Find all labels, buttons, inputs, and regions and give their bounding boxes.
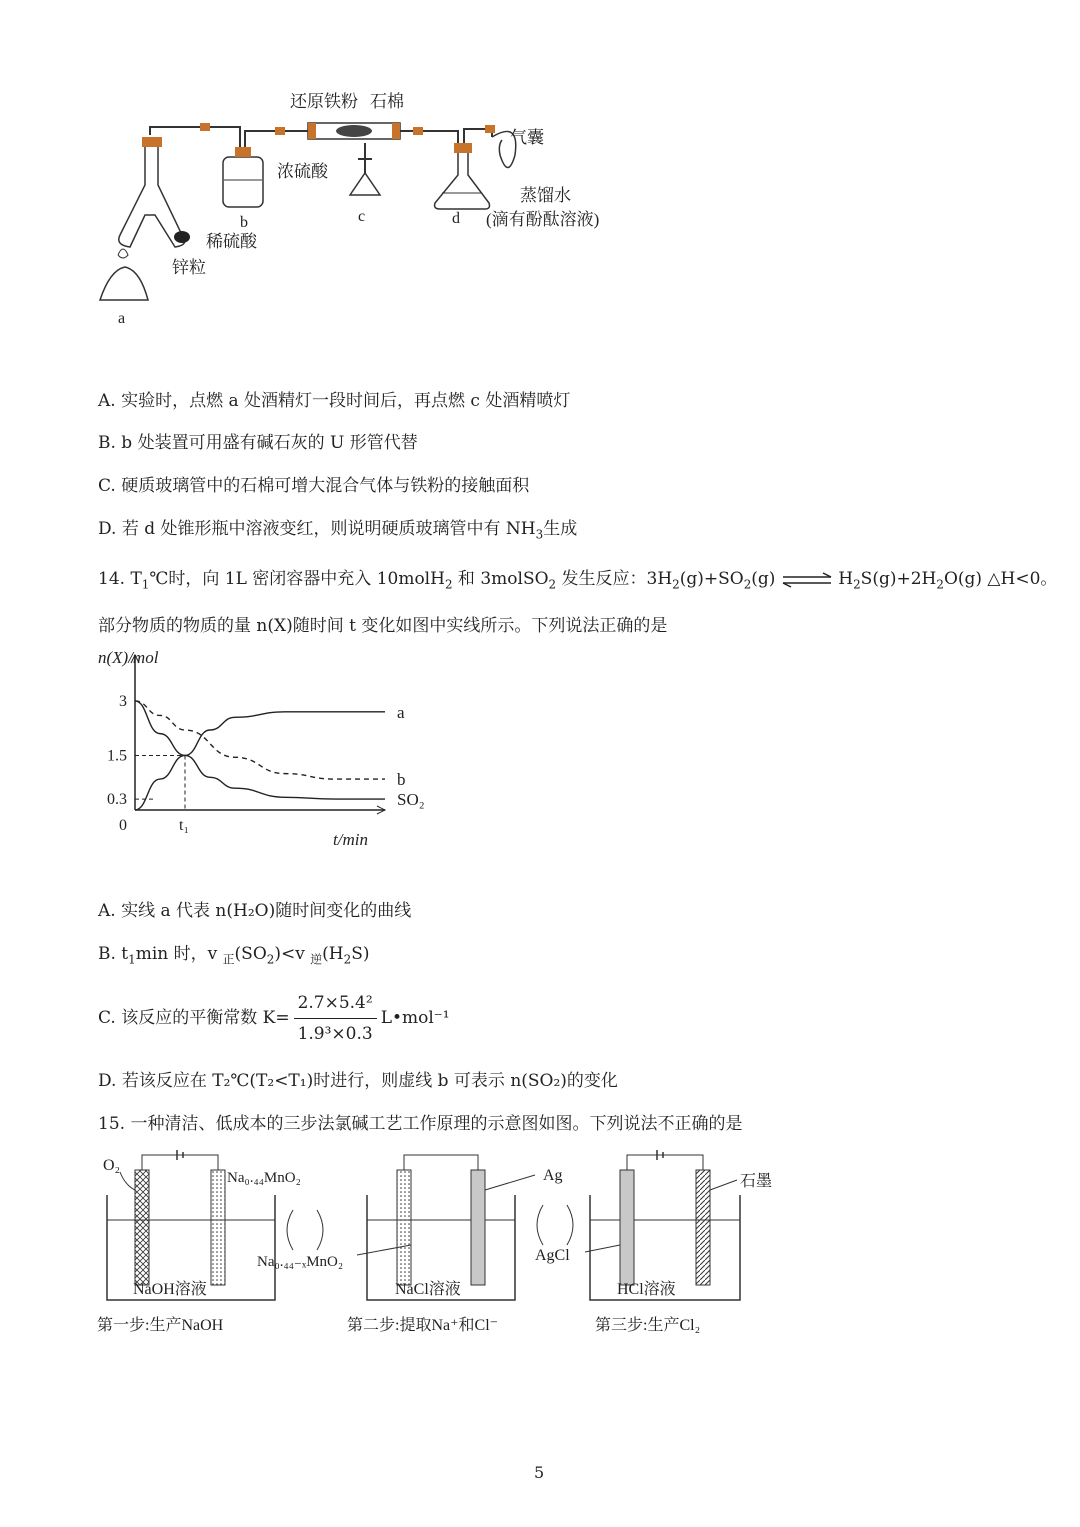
o2-label: O₂	[103, 1157, 121, 1174]
step2-label: 第二步:提取Na⁺和Cl⁻	[347, 1317, 499, 1334]
chart-y-tick: 0.3	[107, 791, 127, 809]
q14-stem-line2: 部分物质的物质的量 n(X)随时间 t 变化如图中实线所示。下列说法正确的是	[98, 616, 668, 636]
step3-label: 第三步:生产Cl₂	[595, 1317, 701, 1334]
distilled-water-label: 蒸馏水	[520, 186, 571, 205]
nacl-solution-label: NaCl溶液	[395, 1281, 461, 1298]
q13-option-d	[98, 518, 577, 545]
label-c: c	[358, 208, 366, 225]
equilibrium-constant-fraction	[294, 990, 377, 1047]
q14-option-d: D. 若该反应在 T₂℃(T₂<T₁)时进行，则虚线 b 可表示 n(SO₂)的变化	[98, 1071, 618, 1091]
q13-option-d-text: D. 若 d 处锥形瓶中溶液变红，则说明硬质玻璃管中有 NH	[98, 519, 536, 539]
electrolysis-diagram	[95, 1150, 795, 1345]
fraction-denominator: 1.9³×0.3	[297, 1024, 373, 1044]
q14-option-c-text: C. 该反应的平衡常数 K=	[98, 1008, 290, 1028]
graphite-label: 石墨	[740, 1173, 773, 1190]
q13-option-d-sub: 3	[535, 527, 544, 542]
chart-series-so2	[135, 701, 385, 799]
q14-option-c-unit: L•mol⁻¹	[380, 1008, 450, 1028]
page-number: 5	[534, 1463, 545, 1482]
label-a: a	[118, 310, 126, 327]
q13-option-a: A. 实验时，点燃 a 处酒精灯一段时间后，再点燃 c 处酒精喷灯	[98, 391, 571, 411]
chart-series-label: a	[397, 702, 405, 722]
dilute-h2so4-label: 稀硫酸	[206, 232, 257, 251]
label-d: d	[452, 210, 460, 227]
chart-series-a	[135, 712, 385, 810]
iron-powder-label: 还原铁粉	[290, 92, 358, 111]
chart-series-label: b	[397, 770, 406, 790]
chart-y-tick: 3	[119, 692, 127, 710]
q14-option-b: B. $t_1\min$ 时，v $_正(SO_2)<v$ $_逆(H_2S)$	[98, 944, 370, 967]
agcl-label: AgCl	[535, 1247, 570, 1264]
asbestos-label: 石棉	[370, 92, 404, 111]
q13-option-c: C. 硬质玻璃管中的石棉可增大混合气体与铁粉的接触面积	[98, 476, 530, 496]
fraction-numerator: 2.7×5.4²	[294, 990, 377, 1019]
step1-label: 第一步:生产NaOH	[97, 1317, 224, 1334]
q13-option-d-end: 生成	[543, 519, 578, 539]
zinc-label: 锌粒	[172, 258, 206, 277]
chart-series-label: SO₂	[397, 790, 425, 810]
chart-y-tick: 1.5	[107, 747, 127, 765]
chart-y-tick: 0	[119, 817, 127, 834]
q14-option-a: A. 实线 a 代表 n(H₂O)随时间变化的曲线	[98, 901, 412, 921]
chart-ylabel: n(X)/mol	[98, 648, 159, 667]
chart-xlabel: t/min	[333, 830, 368, 849]
phenolphthalein-label: (滴有酚酞溶液)	[486, 210, 600, 229]
naoh-solution-label: NaOH溶液	[133, 1281, 207, 1298]
q14-chart	[95, 645, 425, 850]
na044x-label: Na₀.₄₄₋ₓMnO₂	[257, 1254, 344, 1270]
conc-h2so4-label: 浓硫酸	[277, 162, 328, 181]
chart-x-tick: t₁	[179, 817, 190, 834]
q13-option-b: B. b 处装置可用盛有碱石灰的 U 形管代替	[98, 433, 418, 453]
q15-stem: 15. 一种清洁、低成本的三步法氯碱工艺工作原理的示意图如图。下列说法不正确的是	[98, 1114, 743, 1134]
ag-label: Ag	[543, 1167, 563, 1184]
apparatus-diagram	[90, 85, 650, 330]
na044-label: Na₀.₄₄MnO₂	[227, 1170, 301, 1186]
q14-option-c	[98, 990, 450, 1047]
equilibrium-arrow-icon	[781, 573, 833, 587]
balloon-label: 气囊	[510, 128, 544, 147]
label-b: b	[240, 214, 248, 231]
q14-stem-line1: 14. $T_1℃$时，向 1L 密闭容器中充入 10molH$_2$ 和 3molSO$_2$ 发生反应：$3H_2(g)+SO_2(g)$ $H_2S(g)+2H_2O(g)$ △H<0。	[98, 569, 1058, 592]
hcl-solution-label: HCl溶液	[617, 1281, 676, 1298]
